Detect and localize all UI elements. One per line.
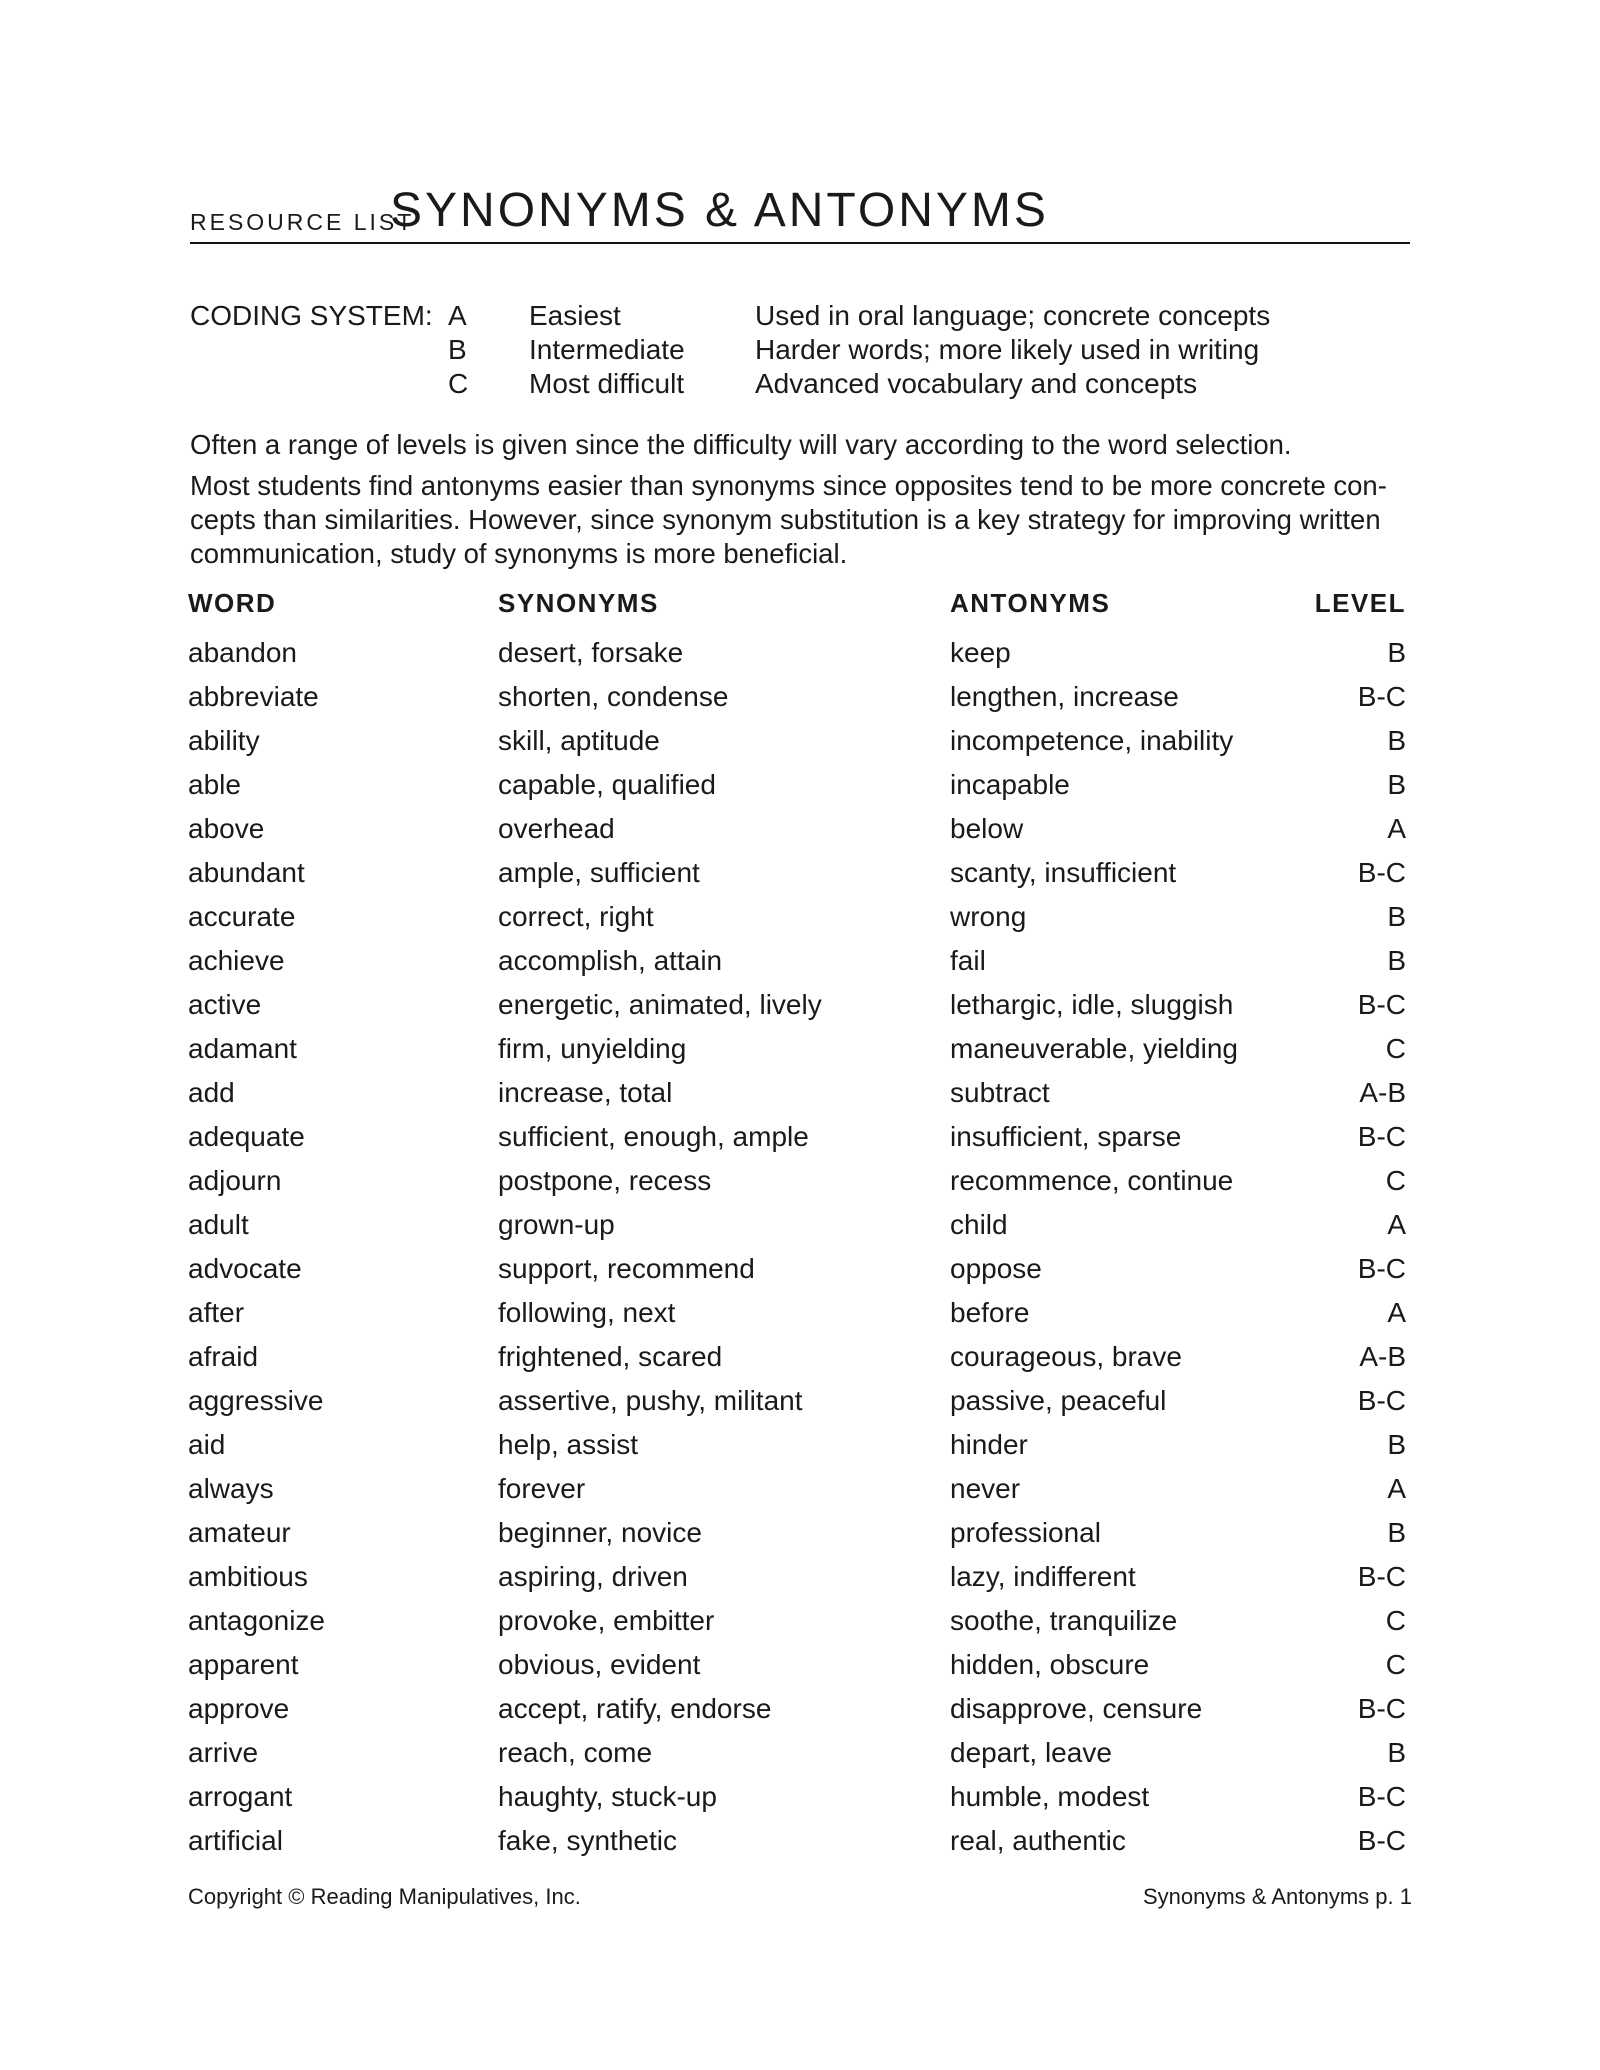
table-row xyxy=(188,1604,1412,1648)
table-row xyxy=(188,1692,1412,1736)
table-row xyxy=(188,812,1412,856)
cell-antonyms: disapprove, censure xyxy=(950,1693,1203,1724)
cell-level: B xyxy=(1387,945,1406,976)
level-description: Harder words; more likely used in writing xyxy=(755,334,1260,365)
cell-synonyms: following, next xyxy=(498,1297,676,1328)
cell-level: B xyxy=(1387,637,1406,668)
cell-antonyms: soothe, tranquilize xyxy=(950,1605,1178,1636)
cell-level: B-C xyxy=(1357,1253,1406,1284)
cell-antonyms: scanty, insufficient xyxy=(950,857,1177,888)
level-code: B xyxy=(448,334,467,365)
cell-word: arrogant xyxy=(188,1781,293,1812)
cell-antonyms: real, authentic xyxy=(950,1825,1126,1856)
cell-synonyms: accomplish, attain xyxy=(498,945,723,976)
table-row xyxy=(188,1340,1412,1384)
table-row xyxy=(188,1384,1412,1428)
table-header xyxy=(188,588,1412,622)
cell-synonyms: obvious, evident xyxy=(498,1649,701,1680)
table-row xyxy=(188,1560,1412,1604)
cell-level: B xyxy=(1387,769,1406,800)
level-code: A xyxy=(448,300,467,331)
table-row xyxy=(188,1472,1412,1516)
cell-synonyms: fake, synthetic xyxy=(498,1825,677,1856)
cell-level: B-C xyxy=(1357,1121,1406,1152)
table-row xyxy=(188,1252,1412,1296)
cell-word: abundant xyxy=(188,857,305,888)
cell-antonyms: before xyxy=(950,1297,1030,1328)
cell-level: B xyxy=(1387,1737,1406,1768)
cell-word: aid xyxy=(188,1429,226,1460)
cell-level: B xyxy=(1387,901,1406,932)
cell-word: afraid xyxy=(188,1341,259,1372)
level-code: C xyxy=(448,368,469,399)
cell-synonyms: assertive, pushy, militant xyxy=(498,1385,803,1416)
cell-word: amateur xyxy=(188,1517,291,1548)
table-row xyxy=(188,944,1412,988)
cell-word: abandon xyxy=(188,637,298,668)
cell-level: B-C xyxy=(1357,1385,1406,1416)
cell-word: advocate xyxy=(188,1253,302,1284)
cell-word: aggressive xyxy=(188,1385,324,1416)
header-word: WORD xyxy=(188,588,277,618)
cell-synonyms: energetic, animated, lively xyxy=(498,989,822,1020)
cell-antonyms: wrong xyxy=(950,901,1027,932)
cell-level: B xyxy=(1387,725,1406,756)
table-row xyxy=(188,988,1412,1032)
cell-antonyms: professional xyxy=(950,1517,1101,1548)
cell-word: accurate xyxy=(188,901,296,932)
cell-level: C xyxy=(1385,1033,1406,1064)
table-row xyxy=(188,1736,1412,1780)
cell-word: adamant xyxy=(188,1033,297,1064)
header-synonyms: SYNONYMS xyxy=(498,588,659,618)
cell-level: A xyxy=(1387,1473,1406,1504)
cell-antonyms: courageous, brave xyxy=(950,1341,1182,1372)
cell-antonyms: hinder xyxy=(950,1429,1028,1460)
level-description: Used in oral language; concrete concepts xyxy=(755,300,1271,331)
cell-antonyms: lethargic, idle, sluggish xyxy=(950,989,1234,1020)
cell-antonyms: incapable xyxy=(950,769,1070,800)
header-antonyms: ANTONYMS xyxy=(950,588,1111,618)
cell-antonyms: below xyxy=(950,813,1024,844)
cell-antonyms: humble, modest xyxy=(950,1781,1150,1812)
cell-antonyms: hidden, obscure xyxy=(950,1649,1150,1680)
table-row xyxy=(188,1164,1412,1208)
header-level: LEVEL xyxy=(1314,588,1406,618)
table-row xyxy=(188,724,1412,768)
page-title: SYNONYMS & ANTONYMS xyxy=(390,184,1049,237)
cell-level: A xyxy=(1387,1297,1406,1328)
page-header xyxy=(190,180,1410,244)
cell-level: A-B xyxy=(1359,1077,1406,1108)
cell-level: B-C xyxy=(1357,989,1406,1020)
cell-word: antagonize xyxy=(188,1605,326,1636)
cell-level: A-B xyxy=(1359,1341,1406,1372)
cell-word: add xyxy=(188,1077,235,1108)
cell-word: achieve xyxy=(188,945,285,976)
word-table xyxy=(188,636,1412,1868)
cell-word: approve xyxy=(188,1693,290,1724)
table-row xyxy=(188,1648,1412,1692)
cell-level: B-C xyxy=(1357,1781,1406,1812)
cell-antonyms: incompetence, inability xyxy=(950,725,1234,756)
cell-word: artificial xyxy=(188,1825,283,1856)
intro-paragraph-range: Often a range of levels is given since the difficulty will vary according to the word selection. xyxy=(190,429,1292,460)
table-row xyxy=(188,768,1412,812)
cell-level: B xyxy=(1387,1517,1406,1548)
cell-synonyms: grown-up xyxy=(498,1209,615,1240)
intro-paragraph-antonyms: Most students find antonyms easier than synonyms since opposites tend to be more concrete con-cepts than similarities. However, since synonym substitution is a key strategy for improving written communication, study of synonyms is more beneficial. xyxy=(190,470,1387,569)
level-description: Advanced vocabulary and concepts xyxy=(755,368,1198,399)
cell-synonyms: firm, unyielding xyxy=(498,1033,687,1064)
table-row xyxy=(188,1824,1412,1868)
table-row xyxy=(188,636,1412,680)
cell-synonyms: reach, come xyxy=(498,1737,653,1768)
cell-level: B-C xyxy=(1357,1561,1406,1592)
cell-synonyms: forever xyxy=(498,1473,586,1504)
table-row xyxy=(188,680,1412,724)
table-row xyxy=(188,1032,1412,1076)
cell-word: adjourn xyxy=(188,1165,282,1196)
cell-word: abbreviate xyxy=(188,681,319,712)
cell-level: C xyxy=(1385,1165,1406,1196)
cell-level: A xyxy=(1387,1209,1406,1240)
level-name: Easiest xyxy=(529,300,621,331)
table-row xyxy=(188,856,1412,900)
cell-antonyms: insufficient, sparse xyxy=(950,1121,1182,1152)
cell-word: ability xyxy=(188,725,260,756)
cell-word: apparent xyxy=(188,1649,299,1680)
cell-synonyms: postpone, recess xyxy=(498,1165,712,1196)
cell-synonyms: correct, right xyxy=(498,901,654,932)
cell-word: adequate xyxy=(188,1121,305,1152)
cell-antonyms: lazy, indifferent xyxy=(950,1561,1136,1592)
cell-level: B-C xyxy=(1357,1825,1406,1856)
coding-level-row xyxy=(190,368,1410,402)
cell-synonyms: desert, forsake xyxy=(498,637,684,668)
copyright-notice: Copyright © Reading Manipulatives, Inc. xyxy=(188,1884,581,1909)
table-row xyxy=(188,1208,1412,1252)
cell-word: able xyxy=(188,769,241,800)
cell-level: C xyxy=(1385,1605,1406,1636)
table-row xyxy=(188,1516,1412,1560)
cell-word: active xyxy=(188,989,262,1020)
cell-level: B-C xyxy=(1357,681,1406,712)
cell-antonyms: recommence, continue xyxy=(950,1165,1234,1196)
cell-word: arrive xyxy=(188,1737,259,1768)
level-name: Intermediate xyxy=(529,334,685,365)
coding-system xyxy=(190,300,1410,410)
cell-antonyms: subtract xyxy=(950,1077,1050,1108)
cell-level: B xyxy=(1387,1429,1406,1460)
cell-synonyms: overhead xyxy=(498,813,615,844)
cell-level: A xyxy=(1387,813,1406,844)
table-row xyxy=(188,900,1412,944)
table-row xyxy=(188,1076,1412,1120)
cell-word: always xyxy=(188,1473,274,1504)
table-row xyxy=(188,1428,1412,1472)
cell-synonyms: ample, sufficient xyxy=(498,857,700,888)
page-number: Synonyms & Antonyms p. 1 xyxy=(1142,1884,1412,1909)
cell-antonyms: passive, peaceful xyxy=(950,1385,1167,1416)
coding-level-row xyxy=(190,300,1410,334)
cell-synonyms: capable, qualified xyxy=(498,769,716,800)
cell-word: ambitious xyxy=(188,1561,308,1592)
cell-synonyms: sufficient, enough, ample xyxy=(498,1121,809,1152)
cell-level: B-C xyxy=(1357,1693,1406,1724)
cell-synonyms: accept, ratify, endorse xyxy=(498,1693,772,1724)
cell-word: adult xyxy=(188,1209,249,1240)
cell-synonyms: increase, total xyxy=(498,1077,673,1108)
table-row xyxy=(188,1780,1412,1824)
coding-level-row xyxy=(190,334,1410,368)
resource-list-kicker: RESOURCE LIST xyxy=(190,209,415,235)
cell-synonyms: skill, aptitude xyxy=(498,725,660,756)
level-name: Most difficult xyxy=(529,368,685,399)
cell-synonyms: help, assist xyxy=(498,1429,639,1460)
cell-antonyms: oppose xyxy=(950,1253,1042,1284)
coding-system-label: CODING SYSTEM: xyxy=(190,300,433,331)
cell-antonyms: fail xyxy=(950,945,986,976)
cell-synonyms: frightened, scared xyxy=(498,1341,723,1372)
cell-synonyms: provoke, embitter xyxy=(498,1605,715,1636)
cell-synonyms: shorten, condense xyxy=(498,681,729,712)
cell-synonyms: support, recommend xyxy=(498,1253,755,1284)
cell-synonyms: haughty, stuck-up xyxy=(498,1781,717,1812)
cell-synonyms: aspiring, driven xyxy=(498,1561,688,1592)
cell-level: C xyxy=(1385,1649,1406,1680)
cell-antonyms: lengthen, increase xyxy=(950,681,1179,712)
cell-antonyms: never xyxy=(950,1473,1021,1504)
cell-word: above xyxy=(188,813,265,844)
table-row xyxy=(188,1120,1412,1164)
cell-antonyms: child xyxy=(950,1209,1008,1240)
cell-level: B-C xyxy=(1357,857,1406,888)
table-row xyxy=(188,1296,1412,1340)
cell-synonyms: beginner, novice xyxy=(498,1517,702,1548)
cell-antonyms: depart, leave xyxy=(950,1737,1112,1768)
cell-word: after xyxy=(188,1297,245,1328)
cell-antonyms: keep xyxy=(950,637,1011,668)
cell-antonyms: maneuverable, yielding xyxy=(950,1033,1238,1064)
